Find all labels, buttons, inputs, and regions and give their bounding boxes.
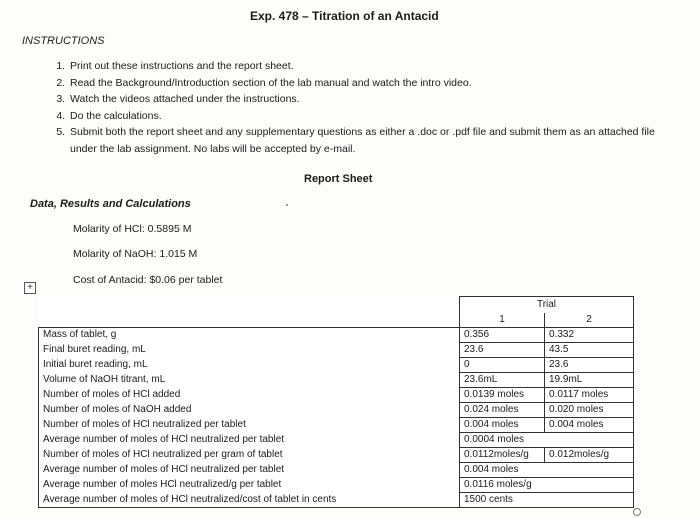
table-row: [39, 358, 634, 373]
row-label: Average number of moles of HCl neutralized per tablet: [39, 433, 460, 448]
trial-1-cell[interactable]: 0.0139 moles: [460, 388, 545, 403]
data-heading: Data, Results and Calculations: [30, 198, 191, 210]
trial-2-cell[interactable]: 0.0117 moles: [545, 388, 634, 403]
trial-1-header: 1: [460, 313, 545, 328]
trial-2-cell[interactable]: 19.9mL: [545, 373, 634, 388]
instruction-item: 1. Print out these instructions and the report sheet.: [68, 58, 668, 75]
trial-1-cell[interactable]: 0.0112moles/g: [460, 448, 545, 463]
row-label: Average number of moles HCl neutralized/g per tablet: [39, 478, 460, 493]
trial-2-header: 2: [545, 313, 634, 328]
merged-value-cell[interactable]: 0.0004 moles: [460, 433, 634, 448]
instructions-heading: INSTRUCTIONS: [22, 35, 105, 47]
stray-mark: [286, 204, 288, 206]
instruction-item: 4. Do the calculations.: [68, 108, 668, 125]
blank-header-cell: [39, 313, 460, 328]
table-row: [39, 493, 634, 508]
row-label: Average number of moles of HCl neutralized/cost of tablet in cents: [39, 493, 460, 508]
table-row: [39, 328, 634, 343]
row-label: Final buret reading, mL: [39, 343, 460, 358]
instruction-item: 2. Read the Background/Introduction section of the lab manual and watch the intro video.: [68, 75, 668, 92]
row-label: Number of moles of NaOH added: [39, 403, 460, 418]
table-row: [39, 388, 634, 403]
row-label: Volume of NaOH titrant, mL: [39, 373, 460, 388]
row-label: Mass of tablet, g: [39, 328, 460, 343]
row-label: Number of moles of HCl neutralized per tablet: [39, 418, 460, 433]
table-row: [39, 478, 634, 493]
molarity-naoh: Molarity of NaOH: 1.015 M: [73, 248, 198, 260]
trial-2-cell[interactable]: 43.5: [545, 343, 634, 358]
antacid-cost: Cost of Antacid: $0.06 per tablet: [73, 274, 223, 286]
row-label: Number of moles of HCl added: [39, 388, 460, 403]
resize-handle-icon[interactable]: [633, 508, 641, 516]
table-row: [39, 418, 634, 433]
row-label: Number of moles of HCl neutralized per gram of tablet: [39, 448, 460, 463]
table-row: [39, 343, 634, 358]
trial-1-cell[interactable]: 0.356: [460, 328, 545, 343]
table-row: [39, 403, 634, 418]
document-title: Exp. 478 – Titration of an Antacid: [250, 9, 439, 23]
merged-value-cell[interactable]: 0.0116 moles/g: [460, 478, 634, 493]
trial-1-cell[interactable]: 23.6mL: [460, 373, 545, 388]
molarity-hcl: Molarity of HCl: 0.5895 M: [73, 223, 192, 235]
merged-value-cell[interactable]: 1500 cents: [460, 493, 634, 508]
trial-2-cell[interactable]: 0.004 moles: [545, 418, 634, 433]
trial-2-cell[interactable]: 23.6: [545, 358, 634, 373]
trial-2-cell[interactable]: 0.332: [545, 328, 634, 343]
trial-1-cell[interactable]: 0: [460, 358, 545, 373]
table-move-handle-icon[interactable]: +: [24, 282, 36, 294]
instruction-item: 5. Submit both the report sheet and any supplementary questions as either a .doc or .pdf file and submit them as an attached file under the lab assignment. No labs will be accepted by e-mail.: [68, 124, 668, 157]
blank-header-cell: [39, 297, 460, 314]
instructions-list: [44, 58, 668, 157]
results-table: [38, 296, 634, 508]
trial-1-cell[interactable]: 23.6: [460, 343, 545, 358]
trial-1-cell[interactable]: 0.024 moles: [460, 403, 545, 418]
report-sheet-heading: Report Sheet: [304, 173, 373, 185]
trial-header: Trial: [460, 297, 634, 314]
trial-1-cell[interactable]: 0.004 moles: [460, 418, 545, 433]
row-label: Initial buret reading, mL: [39, 358, 460, 373]
table-row: [39, 373, 634, 388]
trial-2-cell[interactable]: 0.012moles/g: [545, 448, 634, 463]
row-label: Average number of moles of HCl neutralized per tablet: [39, 463, 460, 478]
table-row: [39, 463, 634, 478]
trial-2-cell[interactable]: 0.020 moles: [545, 403, 634, 418]
table-row: [39, 448, 634, 463]
merged-value-cell[interactable]: 0.004 moles: [460, 463, 634, 478]
instruction-item: 3. Watch the videos attached under the instructions.: [68, 91, 668, 108]
table-row: [39, 433, 634, 448]
